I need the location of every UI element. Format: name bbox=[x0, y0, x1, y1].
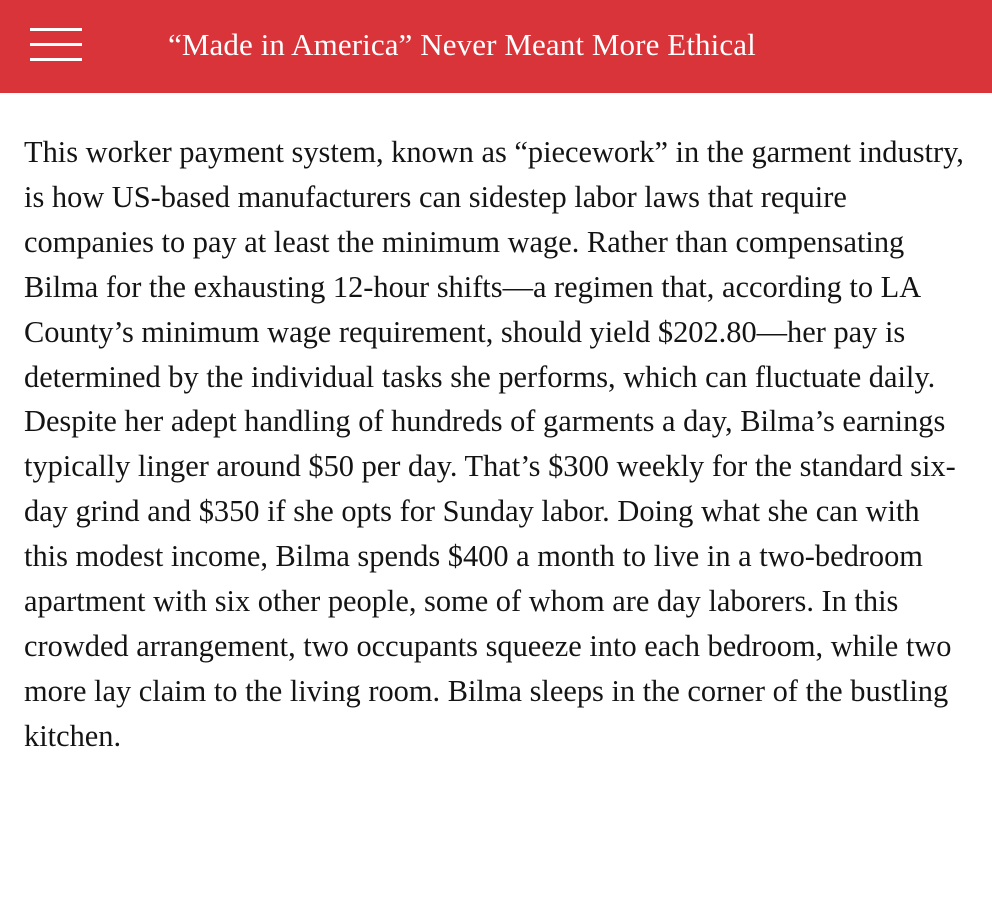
menu-bar-top bbox=[30, 28, 82, 31]
article-paragraph: This worker payment system, known as “piecework” in the garment industry, is how US-based manufacturers can sidestep labor laws that require companies to pay at least the minimum wage. Rather than compensating Bilma for the exhausting 12-hour shifts—a regimen that, according to LA County’s minimum wage requirement, should yield $202.80—her pay is determined by the individual tasks she performs, which can fluctuate daily. Despite her adept handling of hundreds of garments a day, Bilma’s earnings typically linger around $50 per day. That’s $300 weekly for the standard six-day grind and $350 if she opts for Sunday labor. Doing what she can with this modest income, Bilma spends $400 a month to live in a two-bedroom apartment with six other people, some of whom are day laborers. In this crowded arrangement, two occupants squeeze into each bedroom, while two more lay claim to the living room. Bilma sleeps in the corner of the bustling kitchen. bbox=[24, 135, 964, 753]
menu-bar-bottom bbox=[30, 58, 82, 61]
article-content bbox=[24, 130, 964, 759]
hamburger-menu-icon[interactable] bbox=[22, 22, 90, 68]
menu-bar-middle bbox=[30, 43, 82, 46]
page-title: “Made in America” Never Meant More Ethical bbox=[168, 27, 756, 62]
top-header-bar bbox=[0, 0, 992, 93]
